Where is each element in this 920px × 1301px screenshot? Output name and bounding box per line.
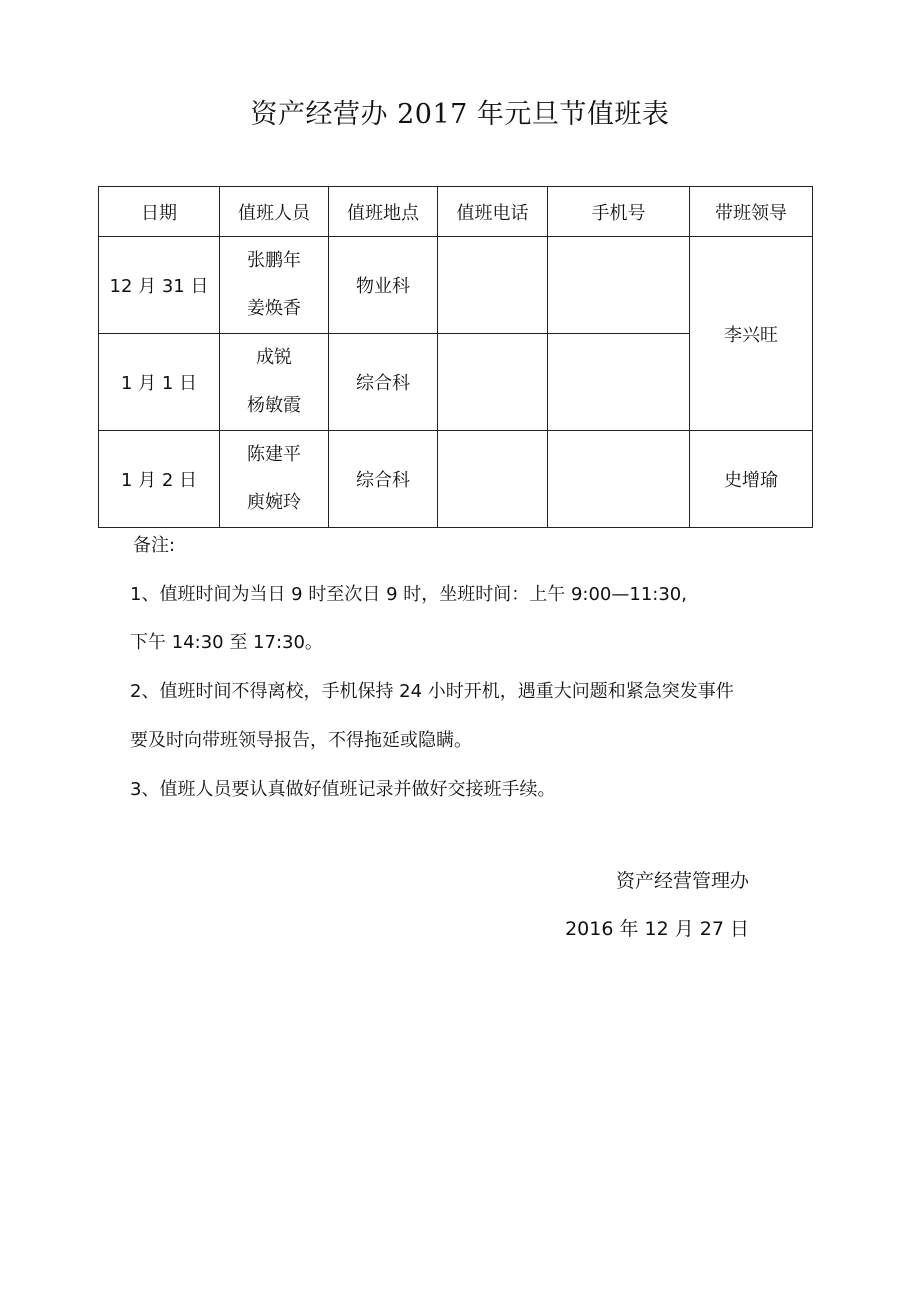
table-row <box>99 237 813 334</box>
note-item: 3、值班人员要认真做好值班记录并做好交接班手续。 <box>130 779 556 800</box>
header-leader: 带班领导 <box>690 187 813 237</box>
header-mobile: 手机号 <box>548 187 690 237</box>
staff-name: 杨敏霞 <box>247 395 301 416</box>
note-item: 2、值班时间不得离校，手机保持 24 小时开机，遇重大问题和紧急突发事件 <box>130 681 734 702</box>
cell-date: 12 月 31 日 <box>99 237 220 334</box>
cell-location: 综合科 <box>329 334 438 431</box>
cell-leader: 史增瑜 <box>690 431 813 528</box>
table-header-row <box>99 187 813 237</box>
header-date: 日期 <box>99 187 220 237</box>
note-item: 1、值班时间为当日 9 时至次日 9 时，坐班时间：上午 9:00—11:30, <box>130 584 687 605</box>
staff-name: 姜焕香 <box>247 298 301 319</box>
table-row <box>99 431 813 528</box>
cell-date: 1 月 1 日 <box>99 334 220 431</box>
cell-leader: 李兴旺 <box>690 237 813 431</box>
header-phone: 值班电话 <box>438 187 548 237</box>
duty-table <box>98 186 813 528</box>
cell-location: 综合科 <box>329 431 438 528</box>
cell-staff <box>220 431 329 528</box>
staff-name: 张鹏年 <box>247 250 301 271</box>
header-location: 值班地点 <box>329 187 438 237</box>
cell-staff <box>220 334 329 431</box>
signature-organization: 资产经营管理办 <box>615 870 749 892</box>
cell-mobile <box>548 334 690 431</box>
header-staff: 值班人员 <box>220 187 329 237</box>
signature-date: 2016 年 12 月 27 日 <box>565 918 749 940</box>
cell-staff <box>220 237 329 334</box>
cell-phone <box>438 334 548 431</box>
cell-date: 1 月 2 日 <box>99 431 220 528</box>
cell-mobile <box>548 431 690 528</box>
notes-label: 备注: <box>133 535 176 556</box>
cell-mobile <box>548 237 690 334</box>
staff-name: 成锐 <box>256 347 292 368</box>
note-item: 要及时向带班领导报告，不得拖延或隐瞒。 <box>130 730 472 751</box>
cell-phone <box>438 237 548 334</box>
note-item: 下午 14:30 至 17:30。 <box>130 632 323 653</box>
staff-name: 陈建平 <box>247 444 301 465</box>
cell-location: 物业科 <box>329 237 438 334</box>
staff-name: 庾婉玲 <box>247 492 301 513</box>
cell-phone <box>438 431 548 528</box>
document-title: 资产经营办 2017 年元旦节值班表 <box>250 99 670 130</box>
